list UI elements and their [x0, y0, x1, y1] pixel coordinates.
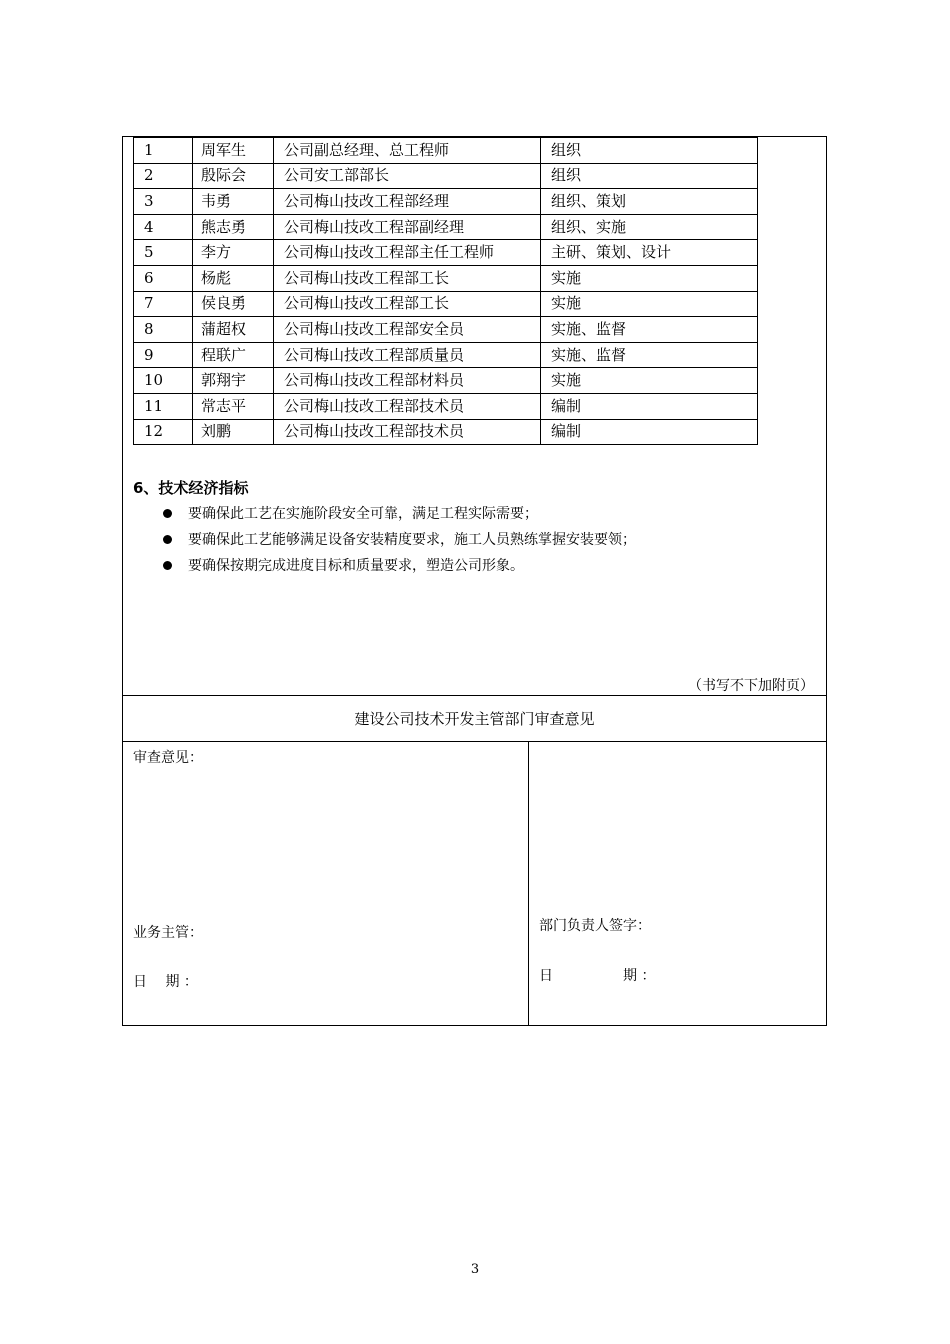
- cell-position: 公司梅山技改工程部工长: [274, 291, 541, 317]
- table-row: [134, 317, 758, 343]
- bullet-dot-icon: [163, 535, 172, 544]
- list-item: 要确保此工艺能够满足设备安装精度要求，施工人员熟练掌握安装要领；: [163, 526, 636, 552]
- page-number: 3: [470, 1262, 480, 1277]
- cell-index: 6: [134, 265, 193, 291]
- cell-role: 主研、策划、设计: [541, 240, 758, 266]
- table-row: [134, 368, 758, 394]
- cell-role: 实施: [541, 265, 758, 291]
- bullet-dot-icon: [163, 561, 172, 570]
- bullet-list: [163, 500, 636, 578]
- cell-index: 8: [134, 317, 193, 343]
- table-row: [134, 342, 758, 368]
- cell-position: 公司梅山技改工程部材料员: [274, 368, 541, 394]
- date-label-left: 日 期 ：: [133, 974, 198, 990]
- table-row: [134, 138, 758, 164]
- divider: [528, 742, 529, 1026]
- cell-role: 实施: [541, 368, 758, 394]
- cell-index: 1: [134, 138, 193, 164]
- form-frame: [122, 136, 827, 1026]
- cell-position: 公司梅山技改工程部主任工程师: [274, 240, 541, 266]
- table-row: [134, 163, 758, 189]
- cell-index: 9: [134, 342, 193, 368]
- review-header: 建设公司技术开发主管部门审查意见: [123, 695, 826, 742]
- staff-table: [133, 137, 758, 445]
- cell-role: 实施、监督: [541, 317, 758, 343]
- cell-name: 蒲超权: [193, 317, 274, 343]
- cell-index: 10: [134, 368, 193, 394]
- cell-name: 殷际会: [193, 163, 274, 189]
- table-row: [134, 291, 758, 317]
- cell-role: 组织、策划: [541, 189, 758, 215]
- table-row: [134, 265, 758, 291]
- date-label-right: 日 期 ：: [539, 968, 656, 984]
- cell-position: 公司梅山技改工程部经理: [274, 189, 541, 215]
- cell-role: 组织: [541, 138, 758, 164]
- cell-role: 组织、实施: [541, 214, 758, 240]
- cell-name: 李方: [193, 240, 274, 266]
- cell-role: 编制: [541, 393, 758, 419]
- opinion-label: 审查意见：: [133, 750, 203, 766]
- cell-role: 编制: [541, 419, 758, 445]
- cell-role: 实施、监督: [541, 342, 758, 368]
- cell-index: 5: [134, 240, 193, 266]
- cell-name: 郭翔宇: [193, 368, 274, 394]
- table-row: [134, 240, 758, 266]
- cell-position: 公司梅山技改工程部安全员: [274, 317, 541, 343]
- cell-position: 公司梅山技改工程部技术员: [274, 419, 541, 445]
- list-item: 要确保按期完成进度目标和质量要求，塑造公司形象。: [163, 552, 636, 578]
- cell-position: 公司安工部部长: [274, 163, 541, 189]
- cell-position: 公司梅山技改工程部副经理: [274, 214, 541, 240]
- attachment-note: （书写不下加附页）: [688, 678, 814, 694]
- cell-name: 韦勇: [193, 189, 274, 215]
- cell-name: 杨彪: [193, 265, 274, 291]
- cell-name: 程联广: [193, 342, 274, 368]
- cell-position: 公司梅山技改工程部质量员: [274, 342, 541, 368]
- section-title: 6、技术经济指标: [133, 479, 249, 497]
- dept-sign-label: 部门负责人签字：: [539, 918, 651, 934]
- cell-role: 实施: [541, 291, 758, 317]
- cell-name: 刘鹏: [193, 419, 274, 445]
- cell-index: 4: [134, 214, 193, 240]
- cell-index: 7: [134, 291, 193, 317]
- cell-index: 2: [134, 163, 193, 189]
- cell-index: 12: [134, 419, 193, 445]
- cell-position: 公司副总经理、总工程师: [274, 138, 541, 164]
- cell-name: 常志平: [193, 393, 274, 419]
- table-row: [134, 189, 758, 215]
- table-row: [134, 419, 758, 445]
- business-supervisor-label: 业务主管：: [133, 925, 203, 941]
- table-row: [134, 393, 758, 419]
- cell-index: 3: [134, 189, 193, 215]
- cell-index: 11: [134, 393, 193, 419]
- cell-position: 公司梅山技改工程部技术员: [274, 393, 541, 419]
- cell-name: 熊志勇: [193, 214, 274, 240]
- table-row: [134, 214, 758, 240]
- cell-name: 周军生: [193, 138, 274, 164]
- cell-name: 侯良勇: [193, 291, 274, 317]
- list-item: 要确保此工艺在实施阶段安全可靠，满足工程实际需要；: [163, 500, 636, 526]
- cell-position: 公司梅山技改工程部工长: [274, 265, 541, 291]
- bullet-dot-icon: [163, 509, 172, 518]
- cell-role: 组织: [541, 163, 758, 189]
